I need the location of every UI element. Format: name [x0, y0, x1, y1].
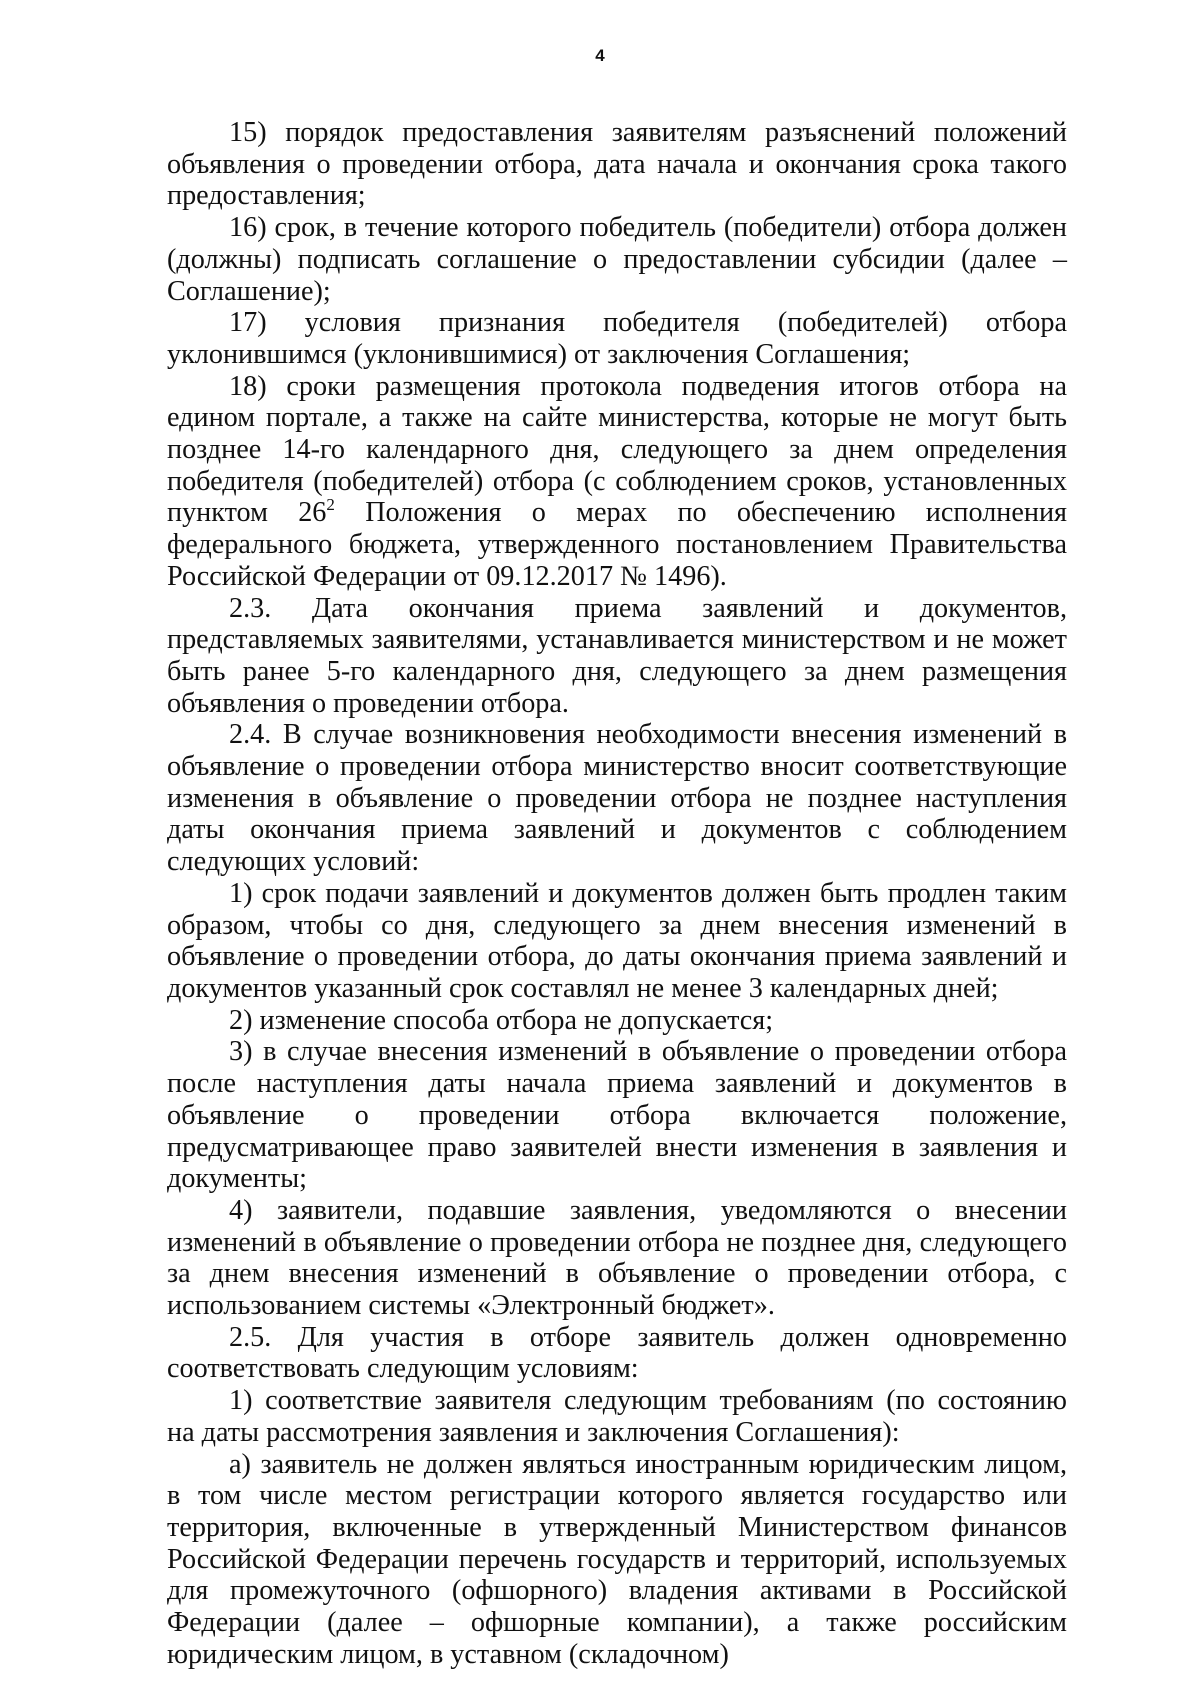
- paragraph-2-4: 2.4. В случае возникновения необходимости внесения изменений в объявление о проведении отбора министерство вносит соответствующие изменения в объявление о проведении отбора не позднее наступления даты окончания приема заявлений и документов с соблюдением следующих условий:: [167, 719, 1067, 878]
- document-body: [167, 117, 1067, 1670]
- paragraph-item-18-text-after: Положения о мерах по обеспечению исполнения федерального бюджета, утвержденного постановлением Правительства Российской Федерации от 09.12.2017 № 1496).: [167, 497, 1067, 592]
- page-number: 4: [595, 46, 605, 65]
- paragraph-requirement-1: 1) соответствие заявителя следующим требованиям (по состоянию на даты рассмотрения заявления и заключения Соглашения):: [167, 1385, 1067, 1448]
- paragraph-2-3: 2.3. Дата окончания приема заявлений и документов, представляемых заявителями, устанавливается министерством и не может быть ранее 5-го календарного дня, следующего за днем размещения объявления о проведении отбора.: [167, 592, 1067, 719]
- paragraph-condition-2: 2) изменение способа отбора не допускается;: [229, 1004, 774, 1036]
- paragraph-condition-4: 4) заявители, подавшие заявления, уведомляются о внесении изменений в объявление о проведении отбора не позднее дня, следующего за днем внесения изменений в объявление о проведении отбора, с использованием системы «Электронный бюджет».: [167, 1194, 1067, 1322]
- paragraph-item-18-text-before: 18) сроки размещения протокола подведения итогов отбора на едином портале, а также на сайте министерства, которые не могут быть позднее 14-го календарного дня, следующего за днем определения победителя (победителей) отбора (с соблюдением сроков, установленных пунктом 26: [167, 370, 1067, 529]
- paragraph-2-5: 2.5. Для участия в отборе заявитель должен одновременно соответствовать следующим условиям:: [167, 1321, 1067, 1385]
- paragraph-item-16: 16) срок, в течение которого победитель (победители) отбора должен (должны) подписать соглашение о предоставлении субсидии (далее – Соглашение);: [167, 212, 1067, 307]
- superscript-reference: 2: [326, 495, 335, 515]
- paragraph-condition-1: 1) срок подачи заявлений и документов должен быть продлен таким образом, чтобы со дня, следующего за днем внесения изменений в объявление о проведении отбора, до даты окончания приема заявлений и документов указанный срок составлял не менее 3 календарных дней;: [167, 877, 1067, 1004]
- paragraph-item-15: 15) порядок предоставления заявителям разъяснений положений объявления о проведении отбора, дата начала и окончания срока такого предоставления;: [167, 117, 1067, 212]
- paragraph-item-17: 17) условия признания победителя (победителей) отбора уклонившимся (уклонившимися) от заключения Соглашения;: [167, 307, 1067, 370]
- paragraph-item-18: [167, 371, 1067, 593]
- paragraph-condition-3: 3) в случае внесения изменений в объявление о проведении отбора после наступления даты начала приема заявлений и документов в объявление о проведении отбора включается положение, предусматривающее право заявителей внести изменения в заявления и документы;: [167, 1036, 1067, 1195]
- paragraph-subitem-a: а) заявитель не должен являться иностранным юридическим лицом, в том числе местом регистрации которого является государство или территория, включенные в утвержденный Министерством финансов Российской Федерации перечень государств и территорий, используемых для промежуточного (офшорного) владения активами в Российской Федерации (далее – офшорные компании), а также российским юридическим лицом, в уставном (складочном): [167, 1448, 1067, 1670]
